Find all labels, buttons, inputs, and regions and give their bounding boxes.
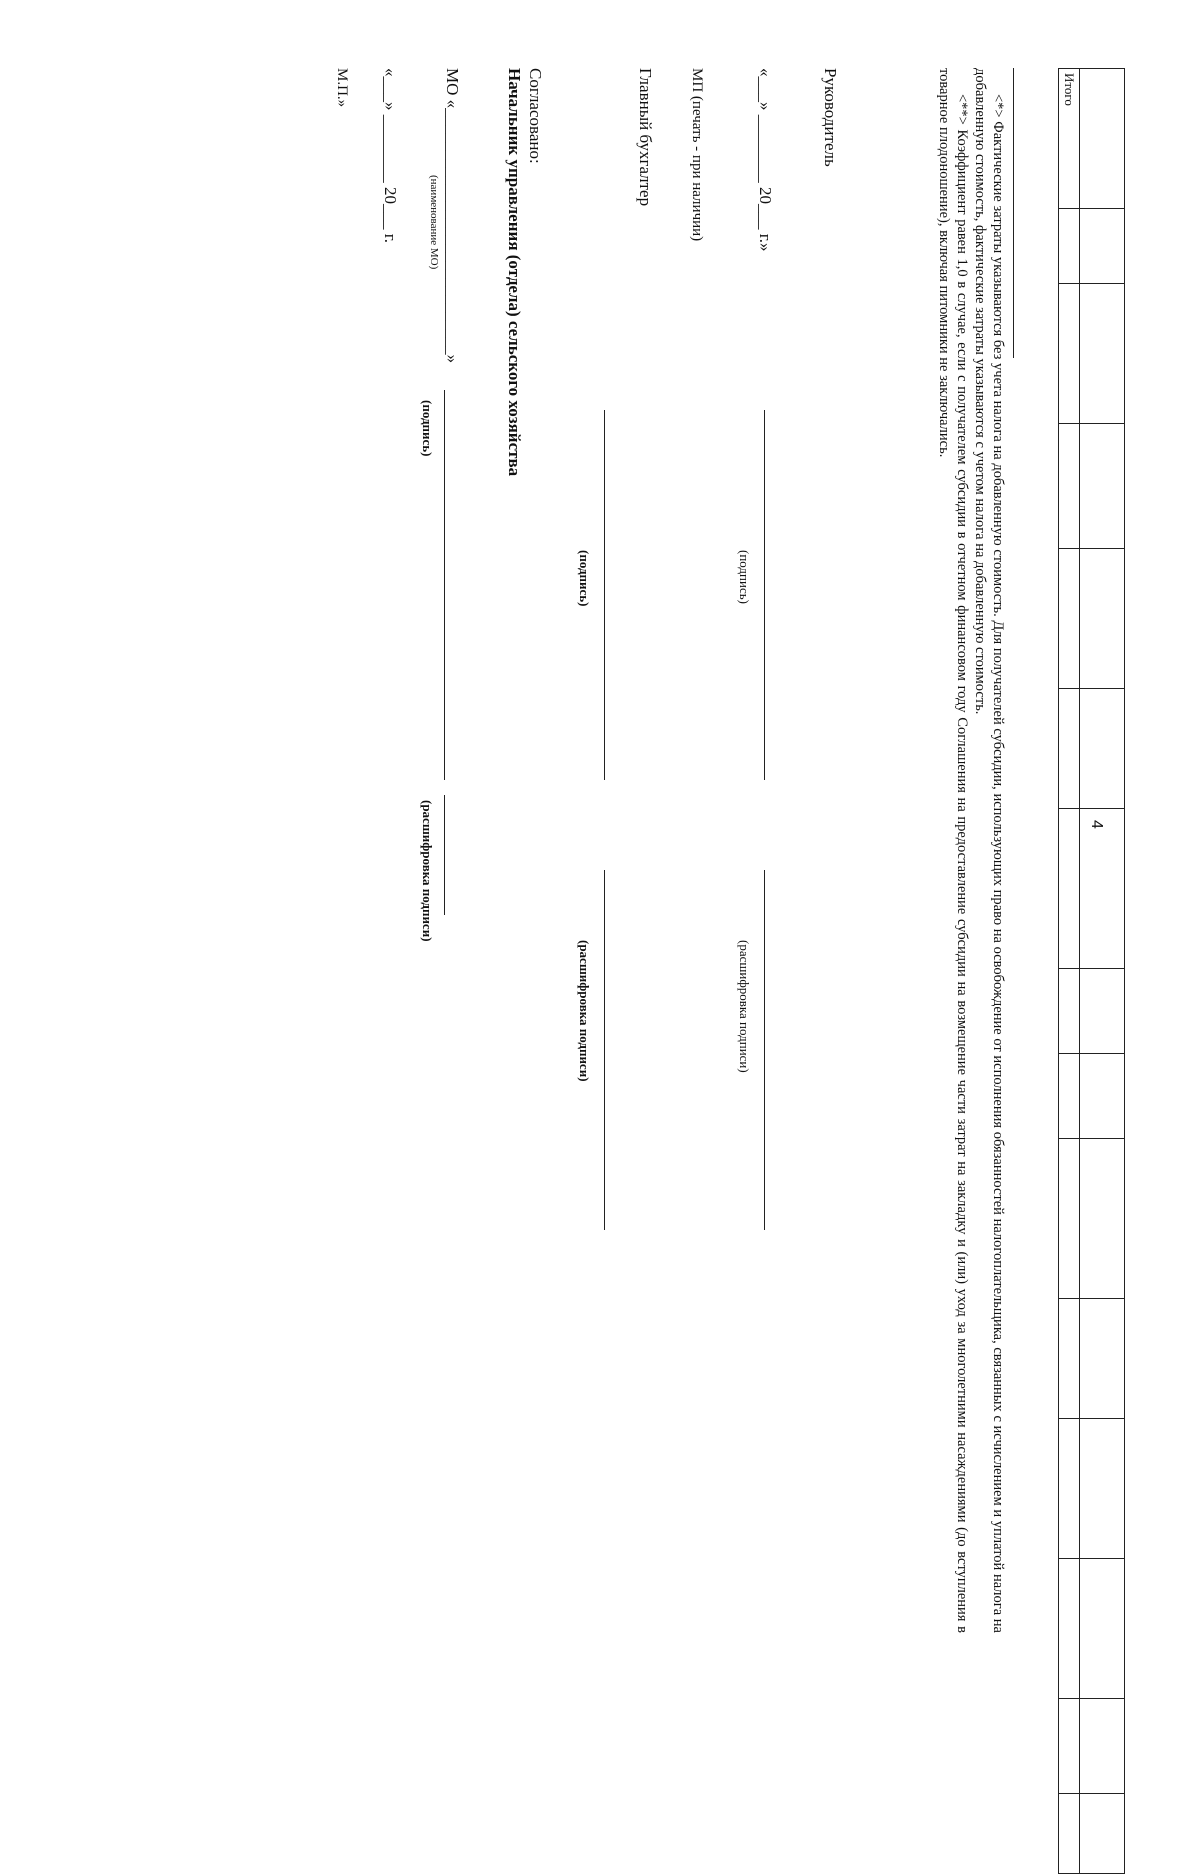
table-cell	[1059, 1559, 1080, 1699]
chief-signature-caption: (подпись)	[420, 400, 435, 457]
table-cell	[1080, 209, 1125, 284]
table-cell	[1059, 549, 1080, 689]
accountant-label: Главный бухгалтер	[636, 68, 655, 207]
table-cell	[1059, 1139, 1080, 1299]
table-cell	[1080, 1299, 1125, 1419]
chief-decoding-line	[444, 795, 445, 915]
table-cell	[1059, 284, 1080, 424]
table-cell	[1059, 969, 1080, 1054]
date-line-2: «___» ________ 20___ г.	[381, 68, 400, 244]
table-cell	[1080, 549, 1125, 689]
table-row	[1080, 69, 1125, 1874]
table-cell	[1080, 809, 1125, 969]
head-decoding-line	[764, 870, 765, 1230]
table-cell	[1080, 689, 1125, 809]
table-cell	[1059, 1699, 1080, 1794]
accountant-signature-line	[604, 410, 605, 780]
table-cell	[1080, 1139, 1125, 1299]
table-cell	[1080, 1794, 1125, 1874]
accountant-decoding-line	[604, 870, 605, 1230]
accountant-decoding-caption: (расшифровка подписи)	[577, 940, 592, 1082]
total-label: Итого	[1059, 69, 1080, 209]
seal-label: МП (печать - при наличии)	[689, 68, 705, 242]
chief-signature-line	[444, 390, 445, 780]
table-cell	[1059, 1299, 1080, 1419]
chief-title: Начальник управления (отдела) сельского хозяйства	[505, 68, 524, 477]
table-cell	[1080, 1419, 1125, 1559]
table-cell	[1059, 209, 1080, 284]
footnote-1: <*> Фактические затраты указываются без учета налога на добавленную стоимость. Для получателей субсидии, использующих право на освобождение от исполнения обязанностей налогоплательщика, связанных с исчислением и уплатой налога на добавленную стоимость, фактические затраты указываются с учетом налога на добавленную стоимость.	[972, 68, 1006, 1633]
mo-line: МО «_____________________________»	[443, 68, 462, 364]
head-label: Руководитель	[821, 68, 840, 167]
table-cell	[1080, 284, 1125, 424]
table-cell	[1059, 1419, 1080, 1559]
table-cell	[1059, 809, 1080, 969]
head-signature-line	[764, 410, 765, 780]
table-cell	[1080, 1559, 1125, 1699]
footnotes	[935, 68, 1024, 1633]
date-line-1: «___» ________ 20___ г.»	[756, 68, 775, 252]
table-row-total	[1059, 69, 1080, 1874]
summary-table	[1058, 68, 1125, 1874]
accountant-signature-caption: (подпись)	[577, 550, 592, 607]
head-decoding-caption: (расшифровка подписи)	[737, 940, 752, 1073]
head-signature-caption: (подпись)	[737, 550, 752, 604]
footnote-separator	[1013, 68, 1014, 358]
agreed-label: Согласовано:	[526, 68, 545, 164]
table-cell	[1080, 1054, 1125, 1139]
table-cell	[1080, 969, 1125, 1054]
mo-caption: (наименование МО)	[428, 175, 440, 270]
mp-label-2: М.П.»	[334, 68, 350, 108]
table-cell	[1059, 424, 1080, 549]
chief-decoding-caption: (расшифровка подписи)	[420, 800, 435, 942]
table-cell	[1059, 689, 1080, 809]
table-cell	[1080, 424, 1125, 549]
footnote-2: <**> Коэффициент равен 1,0 в случае, если с получателем субсидии в отчетном финансовом году Соглашения на предоставление субсидии на возмещение части затрат на закладку и (или) уход за многолетними насаждениями (до вступления в товарное плодоношение), включая питомники не заключались.	[936, 68, 970, 1633]
table-cell	[1059, 1054, 1080, 1139]
table-cell	[1080, 1699, 1125, 1794]
table-cell	[1080, 69, 1125, 209]
table-cell	[1059, 1794, 1080, 1874]
page-number: 4	[1088, 820, 1105, 829]
